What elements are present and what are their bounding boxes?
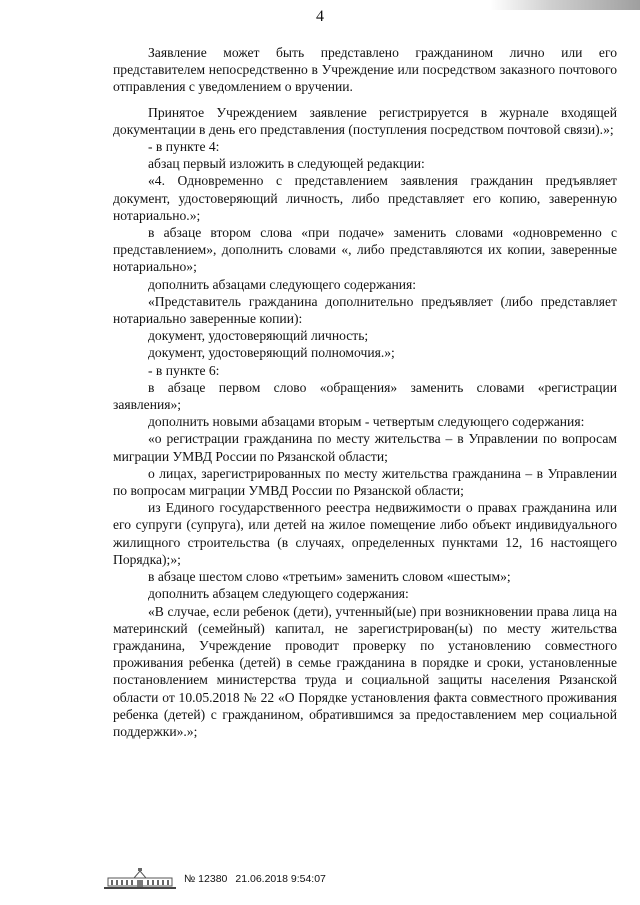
paragraph: документ, удостоверяющий личность; — [148, 328, 369, 344]
paragraph: - в пункте 4: — [148, 139, 220, 155]
paragraph: дополнить абзацем следующего содержания: — [148, 586, 409, 602]
paragraph: «4. Одновременно с представлением заявления гражданин предъявляет документ, удостоверяющий личность, либо представляет его копию, заверенную нотариально.»; — [113, 173, 617, 223]
page-number: 4 — [316, 8, 324, 25]
paragraph: Принятое Учреждением заявление регистрируется в журнале входящей документации в день его представления (поступления посредством почтовой связи).»; — [113, 104, 617, 137]
paragraph: дополнить абзацами следующего содержания: — [148, 276, 417, 292]
paragraph: в абзаце шестом слово «третьим» заменить словом «шестым»; — [148, 569, 511, 585]
document-number: № 12380 — [184, 873, 228, 885]
document-datetime: 21.06.2018 9:54:07 — [235, 873, 326, 885]
paragraph: документ, удостоверяющий полномочия.»; — [148, 345, 395, 361]
paragraph: «Представитель гражданина дополнительно предъявляет (либо представляет нотариально заверенные копии): — [113, 293, 617, 327]
paragraph: о лицах, зарегистрированных по месту жительства гражданина – в Управлении по вопросам миграции УМВД России по Рязанской области; — [113, 465, 617, 499]
paragraph: «о регистрации гражданина по месту жительства – в Управлении по вопросам миграции УМВД России по Рязанской области; — [113, 431, 617, 464]
document-body — [113, 40, 617, 740]
government-building-logo-icon — [104, 867, 176, 891]
paragraph: дополнить новыми абзацами вторым - четвертым следующего содержания: — [148, 414, 585, 430]
paragraph: в абзаце втором слова «при подаче» заменить словами «одновременно с представлением», дополнить словами «, либо представляются их копии, заверенные нотариально»; — [113, 225, 617, 275]
paragraph: «В случае, если ребенок (дети), учтенный(ые) при возникновении права лица на материнский (семейный) капитал, не зарегистрирован(ы) по месту жительства гражданина, Учреждение проводит проверку по установлению совместного проживания ребенка (детей) в семье гражданина в порядке и сроки, установленные постановлением министерства труда и социальной защиты населения Рязанской области от 10.05.2018 № 22 «О Порядке установления факта совместного проживания ребенка (детей) с гражданином, обратившимся за предоставлением мер социальной поддержки».»; — [113, 603, 617, 739]
paragraph: абзац первый изложить в следующей редакции: — [148, 156, 425, 172]
paragraph: - в пункте 6: — [148, 362, 220, 378]
paragraph: в абзаце первом слово «обращения» заменить словами «регистрации заявления»; — [113, 379, 617, 413]
paragraph: Заявление может быть представлено гражданином лично или его представителем непосредственно в Учреждение или посредством заказного почтового отправления с уведомлением о вручении. — [113, 45, 617, 95]
document-footer — [104, 866, 326, 892]
paragraph: из Единого государственного реестра недвижимости о правах гражданина или его супруги (супруга), или детей на жилое помещение либо объект индивидуального жилищного строительства (в случаях, определенных пунктами 12, 16 настоящего Порядка);»; — [113, 500, 617, 567]
